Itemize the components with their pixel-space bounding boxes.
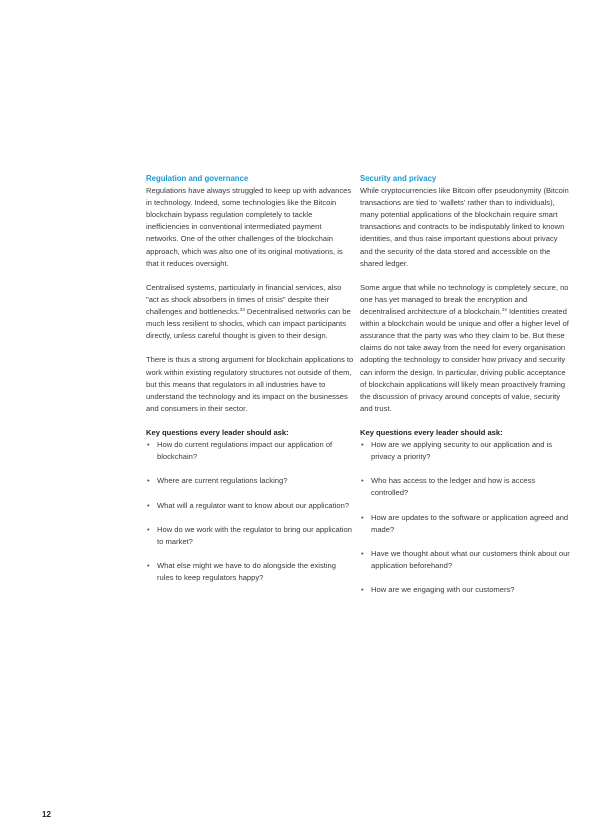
list-item: • How are updates to the software or application agreed and made? <box>360 512 570 536</box>
paragraph: Centralised systems, particularly in financial services, also "act as shock absorbers in times of crisis" despite their challenges and bottlenecks.$^{33}$ Decentralised networks can be much less resilient to shocks, which can impact participants directly, unless careful thought is given to their design. <box>146 282 351 341</box>
key-questions-title: Key questions every leader should ask: <box>360 427 503 437</box>
section-heading-regulation: Regulation and governance <box>146 174 249 183</box>
footnote-ref[interactable]: 33 <box>239 307 245 313</box>
list-item: • How are we applying security to our application and is privacy a priority? <box>360 439 570 463</box>
list-item: • Who has access to the ledger and how is access controlled? <box>360 475 570 499</box>
footnote-ref[interactable]: 34 <box>501 307 507 313</box>
security-column <box>360 173 570 608</box>
key-questions-title: Key questions every leader should ask: <box>146 427 289 437</box>
question-list <box>360 439 570 596</box>
paragraph: Regulations have always struggled to keep up with advances in technology. Indeed, some technologies like the Bitcoin blockchain bypass regulation completely to tackle inefficiencies in conventional intermediated payment networks. One of the other challenges of the blockchain approach, which was also one of its original motivations, is that it reduces oversight. <box>146 186 352 268</box>
question-list <box>146 439 354 584</box>
list-item: • How do current regulations impact our application of blockchain? <box>146 439 354 463</box>
list-item: • How do we work with the regulator to bring our application to market? <box>146 524 354 548</box>
list-item: • Where are current regulations lacking? <box>146 475 354 487</box>
page-number: 12 <box>42 810 51 819</box>
list-item: • How are we engaging with our customers? <box>360 584 570 596</box>
regulation-column <box>146 173 354 596</box>
paragraph: Some argue that while no technology is completely secure, no one has yet managed to break the encryption and decentralised architecture of a blockchain.$^{34}$ Identities created within a blockchain would be unique and offer a higher level of assurance that the party was who they claim to be. But these claims do not take away from the need for every organisation adopting the technology to consider how privacy and security can inform the design. In particular, driving public acceptance of blockchain applications will likely mean proactively framing the discussion of privacy around concepts of value, security and trust. <box>360 282 569 413</box>
paragraph: There is thus a strong argument for blockchain applications to work within existing regulatory structures not outside of them, but this means that regulators in all industries have to understand the technology and its impact on the businesses and consumers in their sector. <box>146 355 354 413</box>
paragraph: While cryptocurrencies like Bitcoin offer pseudonymity (Bitcoin transactions are tied to ‘wallets’ rather than to individuals), many potential applications of the blockchain require smart transactions and contracts to be indisputably linked to known identities, and thus raise important questions about privacy and the security of the data stored and accessible on the shared ledger. <box>360 186 569 268</box>
section-heading-security: Security and privacy <box>360 174 437 183</box>
list-item: • What will a regulator want to know about our application? <box>146 500 354 512</box>
list-item: • What else might we have to do alongside the existing rules to keep regulators happy? <box>146 560 354 584</box>
list-item: • Have we thought about what our customers think about our application beforehand? <box>360 548 570 572</box>
